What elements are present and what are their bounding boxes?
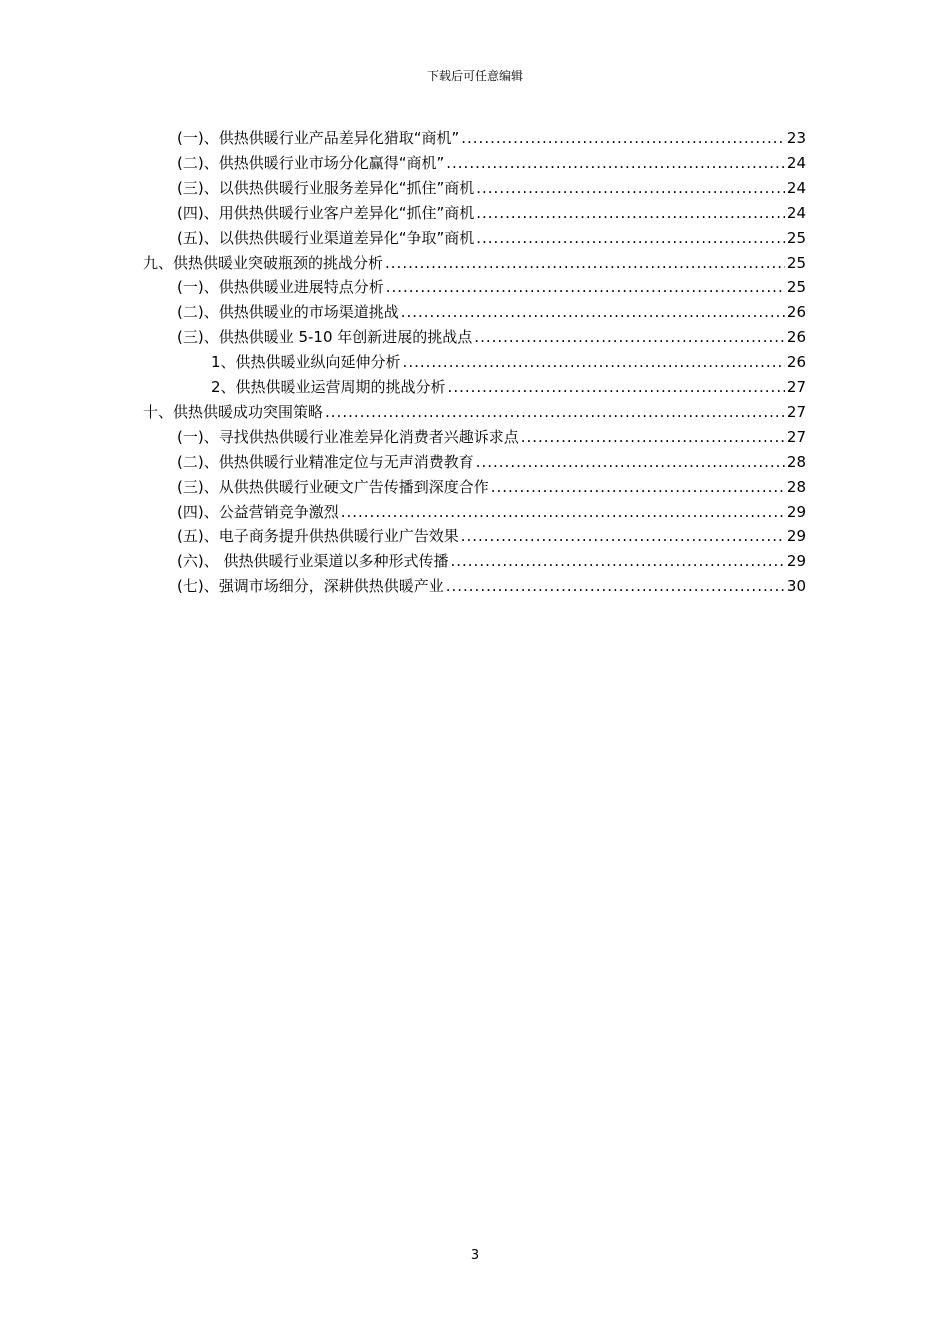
toc-entry-page-number: 25 [786, 278, 806, 296]
toc-entry[interactable] [177, 524, 806, 546]
toc-entry-page-number: 28 [786, 478, 806, 496]
toc-entry-page-number: 24 [786, 154, 806, 172]
toc-entry-label: 2、供热供暖业运营周期的挑战分析 [211, 378, 446, 396]
toc-entry-label: (二)、供热供暖业的市场渠道挑战 [177, 303, 399, 321]
toc-entry-label: 十、供热供暖成功突围策略 [143, 403, 324, 421]
toc-entry[interactable] [177, 549, 806, 571]
toc-entry-page-number: 29 [786, 552, 806, 570]
toc-dot-leader [450, 551, 784, 571]
toc-entry-label: (七)、强调市场细分，深耕供热供暖产业 [177, 577, 444, 595]
toc-dot-leader [446, 576, 785, 596]
toc-entry[interactable] [177, 300, 806, 322]
toc-dot-leader [448, 377, 785, 397]
page-number: 3 [470, 1248, 480, 1263]
toc-entry-label: (三)、从供热供暖行业硬文广告传播到深度合作 [177, 478, 489, 496]
toc-entry[interactable] [177, 226, 806, 248]
toc-dot-leader [403, 352, 785, 372]
toc-entry-page-number: 29 [786, 527, 806, 545]
toc-entry-page-number: 25 [786, 254, 806, 272]
toc-entry-label: 1、供热供暖业纵向延伸分析 [211, 353, 401, 371]
toc-entry-page-number: 23 [786, 129, 806, 147]
toc-entry[interactable] [211, 375, 806, 397]
toc-entry-label: (四)、公益营销竞争激烈 [177, 503, 339, 521]
toc-entry-page-number: 27 [786, 428, 806, 446]
toc-entry[interactable] [143, 400, 806, 422]
toc-entry[interactable] [177, 425, 806, 447]
toc-entry-label: (二)、供热供暖行业市场分化赢得“商机” [177, 154, 445, 172]
toc-entry-label: (一)、供热供暖行业产品差异化猎取“商机” [177, 129, 460, 147]
toc-dot-leader [461, 526, 785, 546]
toc-entry[interactable] [177, 126, 806, 148]
toc-dot-leader [474, 327, 785, 347]
toc-dot-leader [341, 502, 785, 522]
toc-entry-label: (二)、供热供暖行业精准定位与无声消费教育 [177, 453, 474, 471]
toc-entry[interactable] [177, 450, 806, 472]
toc-entry-page-number: 24 [786, 204, 806, 222]
toc-entry-label: (五)、电子商务提升供热供暖行业广告效果 [177, 527, 459, 545]
toc-entry[interactable] [211, 350, 806, 372]
toc-entry-page-number: 26 [786, 303, 806, 321]
toc-entry[interactable] [177, 500, 806, 522]
toc-dot-leader [461, 128, 785, 148]
toc-dot-leader [446, 153, 785, 173]
toc-dot-leader [476, 452, 785, 472]
toc-dot-leader [476, 203, 785, 223]
toc-entry-label: (六)、 供热供暖行业渠道以多种形式传播 [177, 552, 449, 570]
toc-dot-leader [386, 277, 785, 297]
toc-dot-leader [385, 253, 785, 273]
toc-entry[interactable] [177, 151, 806, 173]
toc-entry-label: 九、供热供暖业突破瓶颈的挑战分析 [143, 254, 384, 272]
page-header: 下载后可任意编辑 [426, 69, 523, 83]
toc-dot-leader [476, 228, 785, 248]
toc-entry-label: (四)、用供热供暖行业客户差异化“抓住”商机 [177, 204, 475, 222]
toc-dot-leader [521, 427, 785, 447]
toc-entry-page-number: 29 [786, 503, 806, 521]
toc-entry-label: (五)、以供热供暖行业渠道差异化“争取”商机 [177, 229, 475, 247]
toc-entry[interactable] [177, 176, 806, 198]
toc-entry[interactable] [177, 475, 806, 497]
toc-entry-page-number: 26 [786, 353, 806, 371]
toc-entry-label: (三)、供热供暖业 5-10 年创新进展的挑战点 [177, 328, 473, 346]
toc-entry[interactable] [177, 201, 806, 223]
toc-entry-label: (一)、寻找供热供暖行业准差异化消费者兴趣诉求点 [177, 428, 519, 446]
toc-entry-page-number: 27 [786, 378, 806, 396]
toc-entry-page-number: 26 [786, 328, 806, 346]
toc-entry-label: (一)、供热供暖业进展特点分析 [177, 278, 384, 296]
toc-entry-page-number: 24 [786, 179, 806, 197]
toc-dot-leader [401, 302, 785, 322]
toc-entry-page-number: 25 [786, 229, 806, 247]
toc-entry-page-number: 27 [786, 403, 806, 421]
toc-entry[interactable] [143, 251, 806, 273]
toc-entry-page-number: 28 [786, 453, 806, 471]
toc-entry[interactable] [177, 275, 806, 297]
toc-entry-page-number: 30 [786, 577, 806, 595]
toc-dot-leader [325, 402, 785, 422]
toc-entry[interactable] [177, 574, 806, 596]
toc-dot-leader [491, 477, 785, 497]
toc-dot-leader [476, 178, 785, 198]
toc-entry-label: (三)、以供热供暖行业服务差异化“抓住”商机 [177, 179, 475, 197]
toc-entry[interactable] [177, 325, 806, 347]
